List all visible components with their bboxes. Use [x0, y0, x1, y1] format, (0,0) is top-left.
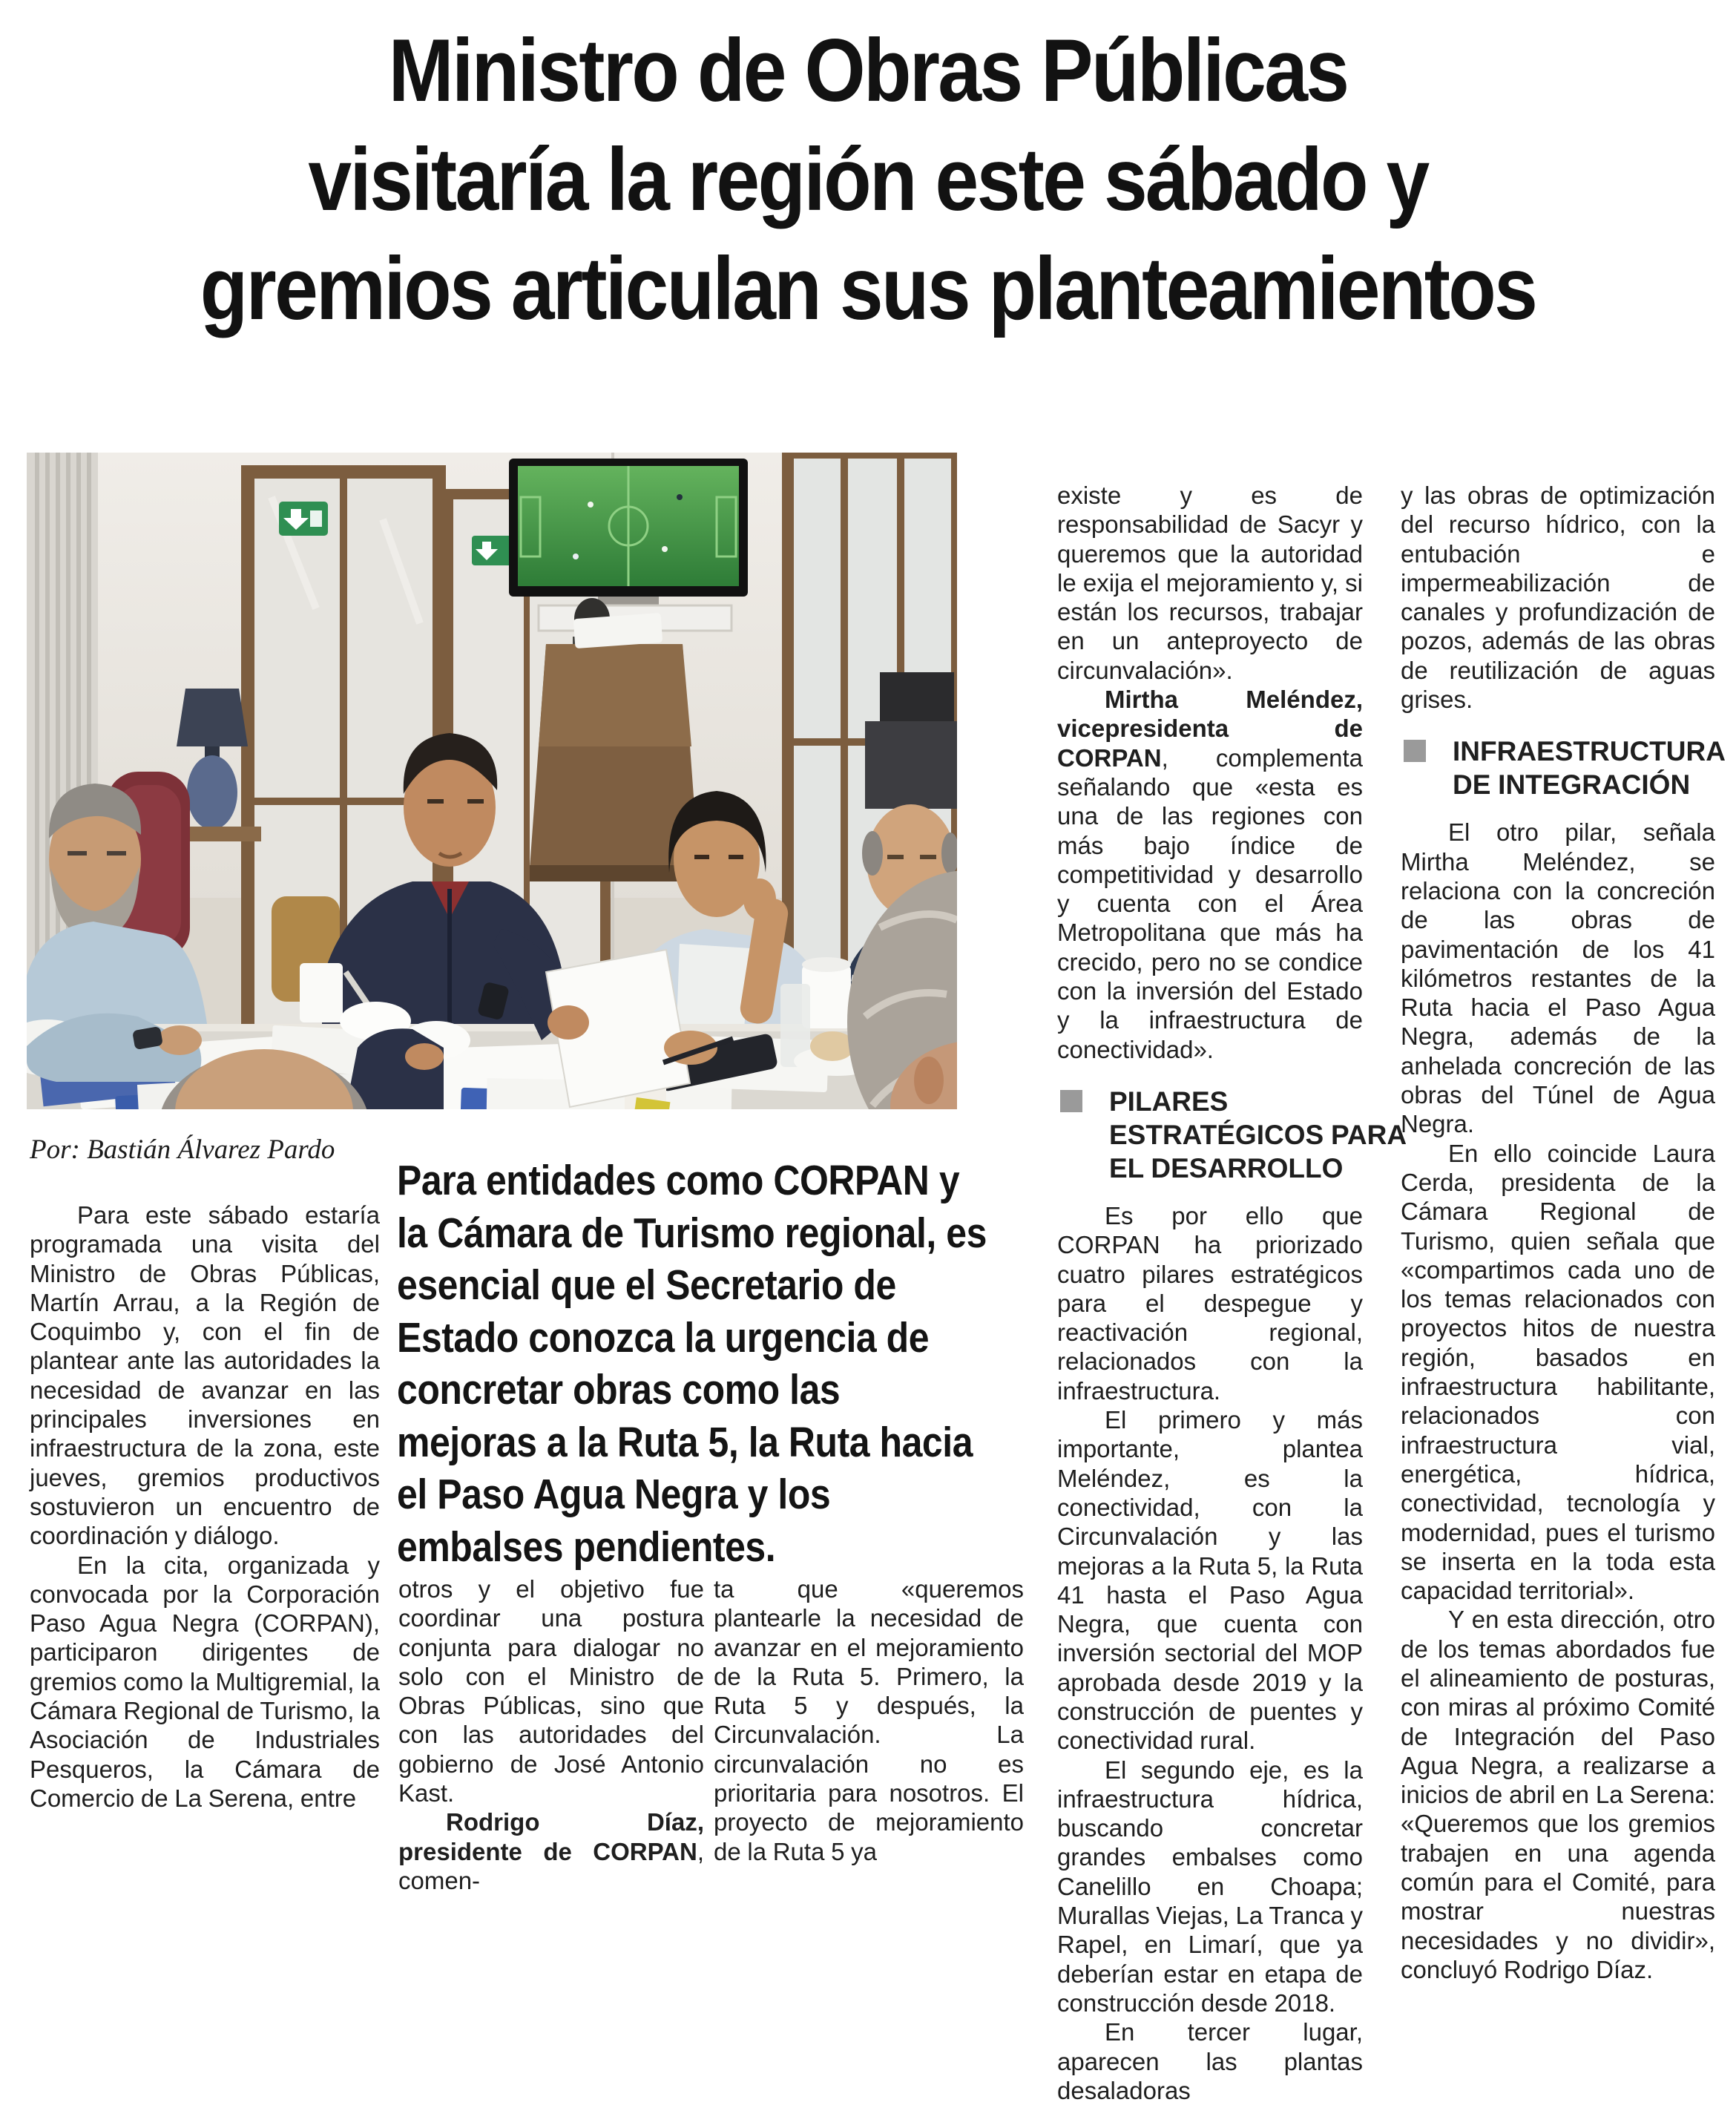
- paragraph: [1057, 2017, 1363, 2105]
- speaker-name: Rodrigo Díaz, presidente de CORPAN: [398, 1808, 704, 1865]
- paragraph: [1401, 818, 1715, 1138]
- body-text: Para este sábado estaría programada una visita del Ministro de Obras Públicas, Martín Arrau, a la Región de Coquimbo y, con el fin de plantear ante las autoridades la necesidad de avanzar en las principales inversiones en infraestructura de la zona, este jueves, gremios productivos sostuvieron un encuentro de coordinación y diálogo.: [30, 1201, 380, 1550]
- body-text: otros y el objetivo fue coordinar una postura conjunta para dialogar no solo con el Ministro de Obras Públicas, sino que con las autoridades del gobierno de José Antonio Kast.: [398, 1575, 704, 1807]
- body-text: ta que «queremos plantearle la necesidad de avanzar en el mejoramiento de la Ruta 5. Primero, la Ruta 5 y después, la Circunvalación. La circunvalación no es prioritaria para nosotros. El proyecto de mejoramiento de la Ruta 5 ya: [714, 1575, 1024, 1865]
- text-column-4: [1057, 481, 1407, 2104]
- text-column-1: [30, 1201, 380, 1843]
- tv-screen-icon: [509, 459, 748, 605]
- section-bullet-icon: [1060, 1090, 1082, 1112]
- exit-sign-icon: [472, 536, 513, 565]
- body-text: El segundo eje, es la infraestructura hídrica, buscando concretar grandes embalses como Canelillo en Choapa; Murallas Viejas, La Tranca y Rapel, en Limarí, que ya deberían estar en etapa de construcción desde 2018.: [1057, 1756, 1363, 2017]
- paragraph: [1057, 685, 1363, 1064]
- section-bullet-icon: [1404, 740, 1426, 762]
- exit-sign-icon: [279, 502, 328, 536]
- article-headline: [104, 16, 1631, 344]
- pull-quote: Para entidades como CORPAN y la Cámara de Turismo regional, es esencial que el Secretario de Estado conozca la urgencia de concretar obras como las mejoras a la Ruta 5, la Ruta hacia el Paso Agua Negra y los embalses pendientes.: [397, 1157, 987, 1571]
- paragraph: [1057, 481, 1363, 685]
- paragraph: [1057, 1201, 1363, 1405]
- paragraph: [1057, 1405, 1363, 1756]
- cabinet: [865, 721, 957, 809]
- body-text: En ello coincide Laura Cerda, presidenta de la Cámara Regional de Turismo, quien señala que «compartimos cada uno de los temas relacionados con proyectos hitos de nuestra región, basados en infraestructura habilitante, relacionados con infraestructura vial, energética, hídrica, conectividad, tecnología y modernidad, pues el turismo se inserta en la toda esta capacidad territorial».: [1401, 1139, 1715, 1605]
- body-text: Y en esta dirección, otro de los temas abordados fue el alineamiento de posturas, con miras al próximo Comité de Integración del Paso Agua Negra, a realizarse a inicios de abril en La Serena: «Queremos que los gremios trabajen en una agenda común para el Comité, para mostrar nuestras necesidades y no dividir», concluyó Rodrigo Díaz.: [1401, 1606, 1715, 1983]
- paragraph: [714, 1574, 1024, 1866]
- headline-line: gremios articulan sus planteamientos: [200, 239, 1536, 338]
- body-text: Es por ello que CORPAN ha priorizado cuatro pilares estratégicos para el despegue y reactivación regional, relacionados con la infraestructura.: [1057, 1201, 1363, 1405]
- paragraph: [1057, 1756, 1363, 2018]
- section-header: [1057, 1085, 1407, 1185]
- section-header-text: PILARES ESTRATÉGICOS PARA EL DESARROLLO: [1109, 1086, 1407, 1183]
- body-text: , complementa señalando que «esta es una de las regiones con más bajo índice de competitividad y desarrollo y cuenta con el Área Metropolitana que más ha crecido, pero no se condice con la inversión del Estado y la infraestructura de conectividad».: [1057, 743, 1363, 1063]
- paragraph: [1401, 1605, 1715, 1984]
- body-text: En la cita, organizada y convocada por la Corporación Paso Agua Negra (CORPAN), participaron dirigentes de gremios como la Multigremial, la Cámara Regional de Turismo, la Asociación de Industriales Pesqueros, la Cámara de Comercio de La Serena, entre: [30, 1551, 380, 1812]
- section-header: [1401, 735, 1726, 801]
- byline: Por: Bastián Álvarez Pardo: [30, 1134, 335, 1165]
- paragraph: [30, 1201, 380, 1551]
- body-text: En tercer lugar, aparecen las plantas desaladoras: [1057, 2018, 1363, 2104]
- white-cup: [300, 963, 343, 1022]
- meeting-photo: [27, 453, 957, 1109]
- paragraph: [30, 1551, 380, 1813]
- headline-line: visitaría la región este sábado y: [308, 130, 1428, 229]
- body-text: El primero y más importante, plantea Meléndez, es la conectividad, con la Circunvalación y las mejoras a la Ruta 5, la Ruta 41 hasta el Paso Agua Negra, que cuenta con inversión sectorial del MOP aprobada desde 2019 y la construcción de puentes y conectividad rural.: [1057, 1406, 1363, 1755]
- body-text: , comen-: [398, 1837, 704, 1894]
- body-text: existe y es de responsabilidad de Sacyr y queremos que la autoridad le exija el mejoramiento y, si están los recursos, trabajar en un anteproyecto de circunvalación».: [1057, 482, 1363, 684]
- paragraph: [1401, 481, 1715, 714]
- paragraph: [398, 1574, 704, 1807]
- text-column-3: [714, 1574, 1024, 1865]
- headline-line: Ministro de Obras Públicas: [388, 21, 1348, 120]
- body-text: El otro pilar, señala Mirtha Meléndez, se relaciona con la concreción de las obras de pavimentación de los 41 kilómetros restantes de la Ruta hacia el Paso Agua Negra, además de la anhelada concreción de las obras del Túnel de Agua Negra.: [1401, 818, 1715, 1138]
- paragraph: [1401, 1139, 1715, 1606]
- text-column-5: [1401, 481, 1726, 1983]
- paragraph: [398, 1807, 704, 1895]
- speaker-name: Mirtha Meléndez, vicepresidenta de CORPAN: [1057, 686, 1363, 772]
- printer: [880, 672, 954, 721]
- text-column-2: [398, 1574, 704, 1894]
- body-text: y las obras de optimización del recurso hídrico, con la entubación e impermeabilización de canales y profundización de pozos, además de las obras de reutilización de aguas grises.: [1401, 482, 1715, 714]
- section-header-text: INFRAESTRUCTURA DE INTEGRACIÓN: [1453, 736, 1726, 801]
